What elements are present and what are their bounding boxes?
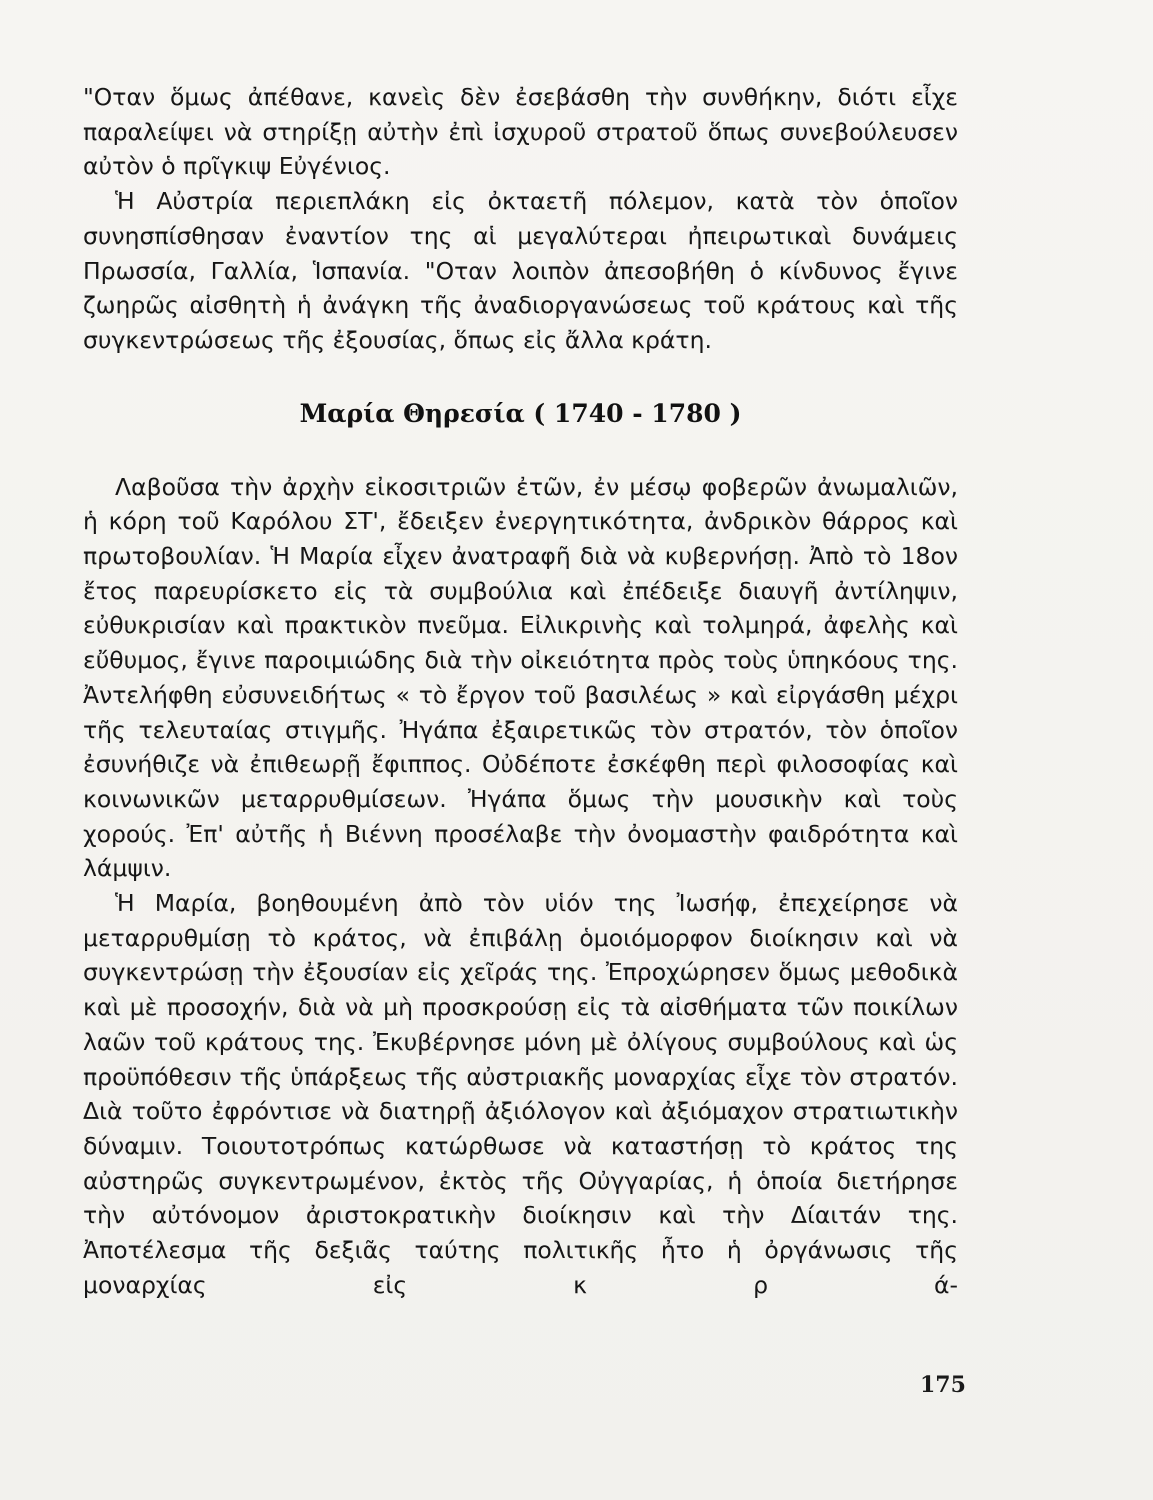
page-number: 175 <box>920 1372 966 1398</box>
paragraph-intro-2: Ἡ Αὐστρία περιεπλάκη εἰς ὀκταετῆ πόλεμον, κατὰ τὸν ὁποῖον συνησπίσθησαν ἐναντίον της αἱ μεγαλύτεραι ἠπειρωτικαὶ δυνάμεις Πρωσσία, Γαλλία, Ἱσπανία. "Οταν λοιπὸν ἀπεσοβήθη ὁ κίνδυνος ἔγινε ζωηρῶς αἰσθητὴ ἡ ἀνάγκη τῆς ἀναδιοργανώσεως τοῦ κράτους καὶ τῆς συγκεντρώσεως τῆς ἐξουσίας, ὅπως εἰς ἄλλα κράτη. <box>83 187 958 354</box>
paragraph-body-2: Ἡ Μαρία, βοηθουμένη ἀπὸ τὸν υἱόν της Ἰωσήφ, ἐπεχείρησε νὰ μεταρρυθμίσῃ τὸ κράτος, νὰ ἐπιβάλῃ ὁμοιόμορφον διοίκησιν καὶ νὰ συγκεντρώσῃ τὴν ἐξουσίαν εἰς χεῖράς της. Ἐπροχώρησεν ὅμως μεθοδικὰ καὶ μὲ προσοχήν, διὰ νὰ μὴ προσκρούσῃ εἰς τὰ αἰσθήματα τῶν ποικίλων λαῶν τοῦ κράτους της. Ἐκυβέρνησε μόνη μὲ ὀλίγους συμβούλους καὶ ὡς προϋπόθεσιν τῆς ὑπάρξεως τῆς αὐστριακῆς μοναρχίας εἶχε τὸν στρατόν. Διὰ τοῦτο ἐφρόντισε νὰ διατηρῇ ἀξιόλογον καὶ ἀξιόμαχον στρατιωτικὴν δύναμιν. Τοιουτοτρόπως κατώρθωσε νὰ καταστήσῃ τὸ κράτος της αὐστηρῶς συγκεντρωμένον, ἐκτὸς τῆς Οὐγγαρίας, ἡ ὁποία διετήρησε τὴν αὐτόνομον ἀριστοκρατικὴν διοίκησιν καὶ τὴν Δίαιτάν της. Ἀποτέλεσμα τῆς δεξιᾶς ταύτης πολιτικῆς ἦτο ἡ ὀργάνωσις τῆς μοναρχίας εἰς κ ρ ά- <box>83 889 958 1299</box>
page-text <box>83 80 958 1303</box>
paragraph-body-1: Λαβοῦσα τὴν ἀρχὴν εἰκοσιτριῶν ἐτῶν, ἐν μέσῳ φοβερῶν ἀνωμαλιῶν, ἡ κόρη τοῦ Καρόλου ΣΤ', ἔδειξεν ἐνεργητικότητα, ἀνδρικὸν θάρρος καὶ πρωτοβουλίαν. Ἡ Μαρία εἶχεν ἀνατραφῆ διὰ νὰ κυβερνήσῃ. Ἀπὸ τὸ 18ον ἔτος παρευρίσκετο εἰς τὰ συμβούλια καὶ ἐπέδειξε διαυγῆ ἀντίληψιν, εὐθυκρισίαν καὶ πρακτικὸν πνεῦμα. Εἰλικρινὴς καὶ τολμηρά, ἀφελὴς καὶ εὔθυμος, ἔγινε παροιμιώδης διὰ τὴν οἰκειότητα πρὸς τοὺς ὑπηκόους της. Ἀντελήφθη εὐσυνειδήτως « τὸ ἔργον τοῦ βασιλέως » καὶ εἰργάσθη μέχρι τῆς τελευταίας στιγμῆς. Ἠγάπα ἐξαιρετικῶς τὸν στρατόν, τὸν ὁποῖον ἐσυνήθιζε νὰ ἐπιθεωρῇ ἔφιππος. Οὐδέποτε ἐσκέφθη περὶ φιλοσοφίας καὶ κοινωνικῶν μεταρρυθμίσεων. Ἠγάπα ὅμως τὴν μουσικὴν καὶ τοὺς χορούς. Ἐπ' αὐτῆς ἡ Βιέννη προσέλαβε τὴν ὀνομαστὴν φαιδρότητα καὶ λάμψιν. <box>83 472 958 883</box>
section-heading: Μαρία Θηρεσία ( 1740 - 1780 ) <box>299 398 742 428</box>
paragraph-intro-1: "Οταν ὅμως ἀπέθανε, κανεὶς δὲν ἐσεβάσθη τὴν συνθήκην, διότι εἶχε παραλείψει νὰ στηρίξῃ αὐτὴν ἐπὶ ἰσχυροῦ στρατοῦ ὅπως συνεβούλευσεν αὐτὸν ὁ πρῖγκιψ Εὐγένιος. <box>83 83 958 181</box>
